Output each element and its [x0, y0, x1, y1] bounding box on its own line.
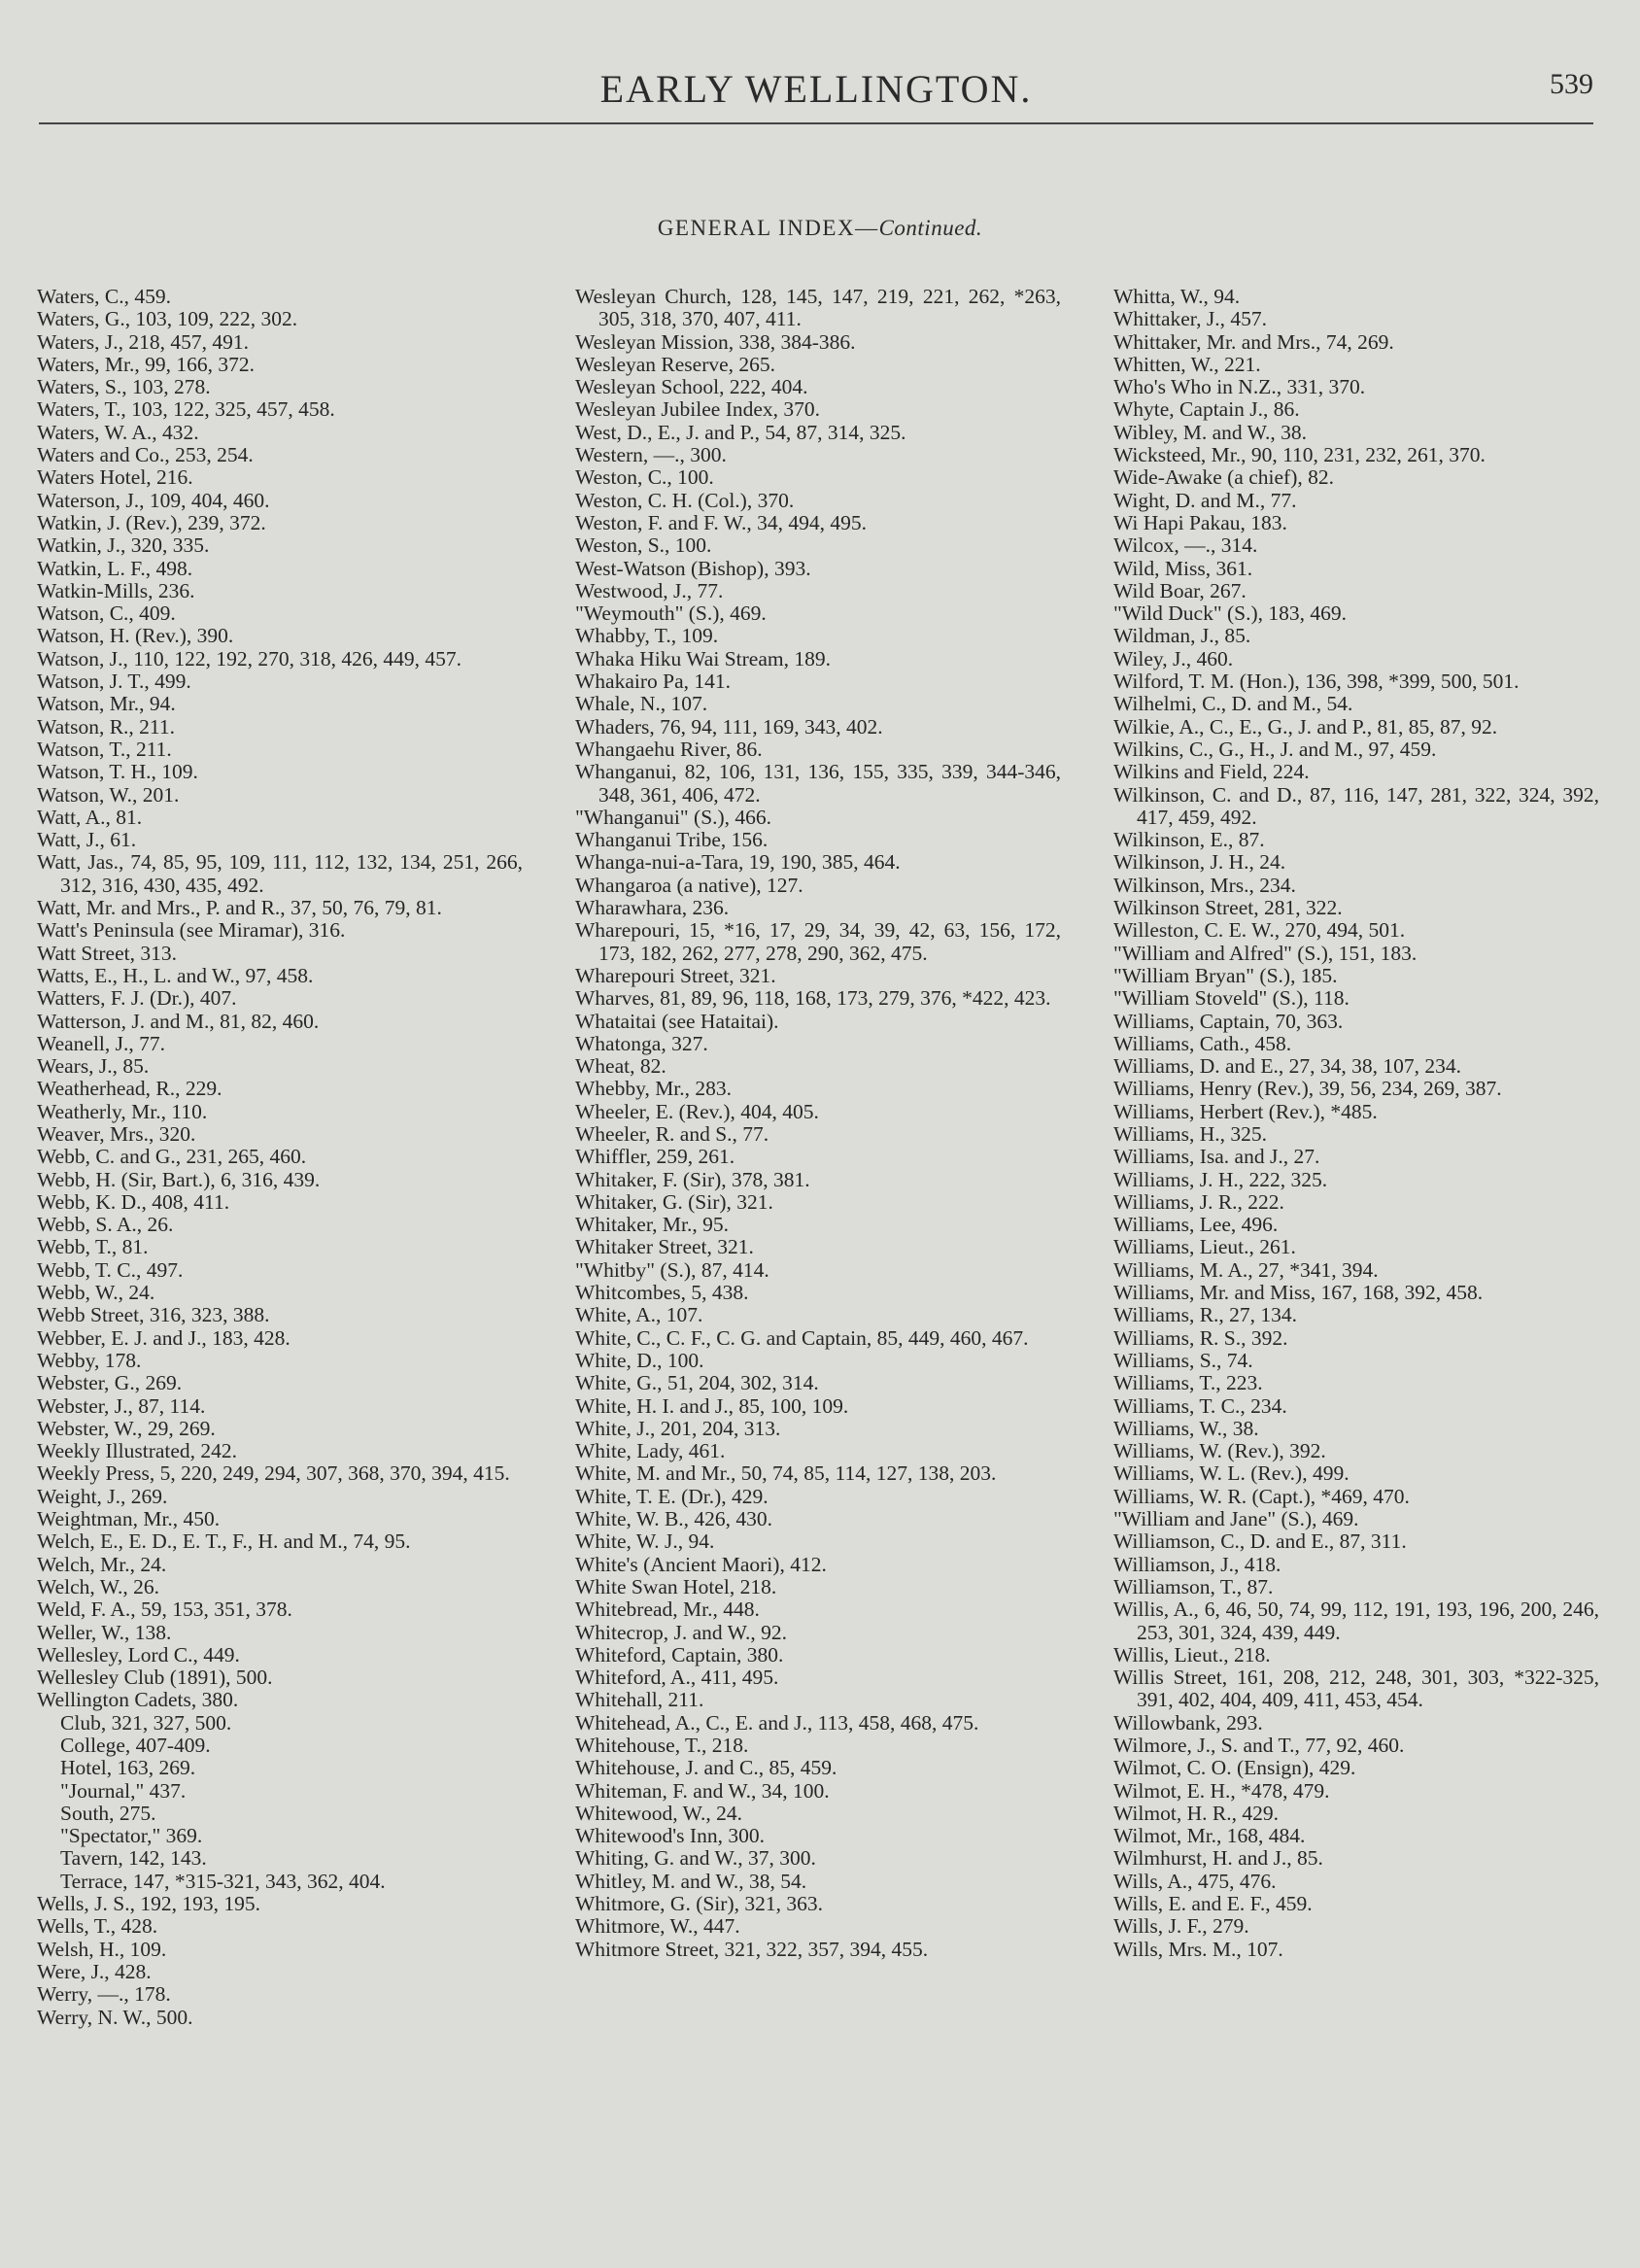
index-entry: Whatonga, 327. — [575, 1031, 708, 1055]
index-entry: Whataitai (see Hataitai). — [575, 1009, 779, 1033]
index-entry: Williams, S., 74. — [1113, 1348, 1253, 1372]
index-entry: Whitley, M. and W., 38, 54. — [575, 1869, 807, 1893]
index-entry: Watters, F. J. (Dr.), 407. — [37, 986, 237, 1011]
index-entry: Webb, C. and G., 231, 265, 460. — [37, 1145, 307, 1169]
index-entry: Whittaker, Mr. and Mrs., 74, 269. — [1113, 329, 1394, 354]
index-entry: Who's Who in N.Z., 331, 370. — [1113, 375, 1366, 399]
index-entry: Waters, S., 103, 278. — [37, 375, 211, 399]
index-entry: Williams, Lieut., 261. — [1113, 1235, 1296, 1259]
index-entry: Whittaker, J., 457. — [1113, 307, 1267, 331]
index-entry: Weightman, Mr., 450. — [37, 1507, 221, 1531]
index-entry: White, W. J., 94. — [575, 1529, 715, 1554]
index-entry: "Weymouth" (S.), 469. — [575, 601, 767, 626]
index-entry: Whiffler, 259, 261. — [575, 1145, 735, 1169]
index-entry: Watkin, L. F., 498. — [37, 556, 193, 580]
index-entry: Weston, C., 100. — [575, 465, 714, 490]
index-entry: "Wild Duck" (S.), 183, 469. — [1113, 601, 1348, 626]
index-subentry: College, 407-409. — [60, 1734, 211, 1757]
index-entry: Whitewood's Inn, 300. — [575, 1824, 765, 1848]
index-entry: Whiting, G. and W., 37, 300. — [575, 1846, 816, 1871]
index-entry: Willis Street, 161, 208, 212, 248, 301, 303, *322-325, 391, 402, 404, 409, 411, 453, 454. — [1113, 1666, 1599, 1712]
index-entry: Webber, E. J. and J., 183, 428. — [37, 1325, 290, 1350]
index-entry: Whitaker Street, 321. — [575, 1235, 754, 1259]
index-entry: "William Stoveld" (S.), 118. — [1113, 986, 1350, 1011]
index-entry: Whitecrop, J. and W., 92. — [575, 1620, 787, 1644]
index-subentry: "Spectator," 369. — [60, 1824, 203, 1848]
index-entry: Williams, R., 27, 134. — [1113, 1303, 1298, 1327]
index-entry: Wilkins, C., G., H., J. and M., 97, 459. — [1113, 737, 1437, 761]
index-entry: White, J., 201, 204, 313. — [575, 1416, 781, 1440]
index-subentry: South, 275. — [60, 1801, 156, 1825]
index-entry: Westwood, J., 77. — [575, 578, 724, 602]
index-entry: Wills, Mrs. M., 107. — [1113, 1937, 1283, 1961]
index-entry: Werry, —., 178. — [37, 1982, 171, 2007]
index-entry: Wellesley Club (1891), 500. — [37, 1666, 273, 1690]
index-entry: Willis, A., 6, 46, 50, 74, 99, 112, 191, 193, 196, 200, 246, 253, 301, 324, 439, 449. — [1113, 1598, 1599, 1644]
index-entry: Wellington Cadets, 380. — [37, 1688, 239, 1712]
page-number: 539 — [1550, 68, 1593, 100]
index-entry: Wilkinson, Mrs., 234. — [1113, 873, 1296, 897]
index-entry: Wills, J. F., 279. — [1113, 1914, 1249, 1939]
index-entry: Watkin, J. (Rev.), 239, 372. — [37, 510, 266, 534]
index-entry: Wilmhurst, H. and J., 85. — [1113, 1846, 1323, 1871]
index-entry: Webb, K. D., 408, 411. — [37, 1189, 230, 1214]
index-entry: Watson, W., 201. — [37, 782, 180, 807]
index-entry: Whitebread, Mr., 448. — [575, 1598, 760, 1622]
index-entry: Webb, W., 24. — [37, 1281, 155, 1305]
index-subentry: "Journal," 437. — [60, 1778, 187, 1803]
index-entry: Willeston, C. E. W., 270, 494, 501. — [1113, 918, 1406, 943]
index-entry: Watterson, J. and M., 81, 82, 460. — [37, 1009, 320, 1033]
index-entry: Waters Hotel, 216. — [37, 465, 193, 490]
index-entry: Wiley, J., 460. — [1113, 646, 1234, 670]
index-entry: White, G., 51, 204, 302, 314. — [575, 1371, 819, 1395]
index-entry: White, W. B., 426, 430. — [575, 1507, 773, 1531]
index-entry: Williams, W. (Rev.), 392. — [1113, 1439, 1326, 1463]
index-entry: Waters, Mr., 99, 166, 372. — [37, 352, 255, 376]
index-entry: West-Watson (Bishop), 393. — [575, 556, 811, 580]
index-entry: White, D., 100. — [575, 1348, 704, 1372]
index-entry: White, C., C. F., C. G. and Captain, 85, 449, 460, 467. — [575, 1325, 1029, 1350]
index-entry: Wilmot, Mr., 168, 484. — [1113, 1824, 1306, 1848]
index-entry: Willis, Lieut., 218. — [1113, 1642, 1271, 1667]
index-entry: Wesleyan Church, 128, 145, 147, 219, 221, 262, *263, 305, 318, 370, 407, 411. — [575, 286, 1061, 331]
index-entry: Wibley, M. and W., 38. — [1113, 420, 1307, 444]
index-entry: Williams, W. L. (Rev.), 499. — [1113, 1461, 1350, 1486]
index-entry: Williams, Captain, 70, 363. — [1113, 1009, 1344, 1033]
index-entry: Williams, J. H., 222, 325. — [1113, 1167, 1328, 1191]
index-column-3 — [1113, 286, 1599, 2190]
index-entry: Williams, Lee, 496. — [1113, 1213, 1279, 1237]
index-entry: "William Bryan" (S.), 185. — [1113, 963, 1338, 987]
index-entry: Webb, T., 81. — [37, 1235, 149, 1259]
index-entry: Whale, N., 107. — [575, 692, 708, 716]
index-entry: Watt's Peninsula (see Miramar), 316. — [37, 918, 346, 943]
index-entry: Watson, C., 409. — [37, 601, 176, 626]
index-entry: White, A., 107. — [575, 1303, 703, 1327]
index-entry: Whitmore Street, 321, 322, 357, 394, 455. — [575, 1937, 929, 1961]
index-entry: Watkin, J., 320, 335. — [37, 533, 210, 558]
section-heading — [0, 216, 1640, 241]
index-entry: Wharepouri, 15, *16, 17, 29, 34, 39, 42, 63, 156, 172, 173, 182, 262, 277, 278, 290, 362, 475. — [575, 918, 1061, 965]
index-entry: Welsh, H., 109. — [37, 1937, 167, 1961]
index-entry: Wharawhara, 236. — [575, 896, 730, 920]
index-entry: Wilkinson, C. and D., 87, 116, 147, 281, 322, 324, 392, 417, 459, 492. — [1113, 782, 1599, 829]
index-entry: Whiteman, F. and W., 34, 100. — [575, 1778, 830, 1803]
index-entry: Wheat, 82. — [575, 1054, 666, 1079]
index-entry: Welch, Mr., 24. — [37, 1552, 167, 1576]
index-entry: "William and Alfred" (S.), 151, 183. — [1113, 941, 1418, 965]
index-entry: Welch, W., 26. — [37, 1574, 160, 1598]
index-entry: Whitaker, Mr., 95. — [575, 1213, 729, 1237]
index-entry: Weanell, J., 77. — [37, 1031, 166, 1055]
index-entry: Whitehouse, T., 218. — [575, 1734, 749, 1757]
index-entry: White, H. I. and J., 85, 100, 109. — [575, 1393, 849, 1418]
page-header — [39, 58, 1593, 126]
index-entry: Whangaroa (a native), 127. — [575, 873, 803, 897]
index-entry: Whitcombes, 5, 438. — [575, 1281, 749, 1305]
index-entry: Wide-Awake (a chief), 82. — [1113, 465, 1334, 490]
index-entry: Webster, J., 87, 114. — [37, 1393, 206, 1418]
index-entry: Weatherhead, R., 229. — [37, 1077, 222, 1101]
index-entry: Williams, Isa. and J., 27. — [1113, 1145, 1320, 1169]
index-entry: Wheeler, R. and S., 77. — [575, 1121, 769, 1146]
index-entry: Wesleyan School, 222, 404. — [575, 375, 808, 399]
index-entry: Whitehead, A., C., E. and J., 113, 458, 468, 475. — [575, 1710, 979, 1735]
index-entry: Williams, J. R., 222. — [1113, 1189, 1284, 1214]
index-entry: Wilkins and Field, 224. — [1113, 760, 1310, 784]
index-entry: Waters, W. A., 432. — [37, 420, 199, 444]
index-entry: White, Lady, 461. — [575, 1439, 726, 1463]
index-entry: Weston, S., 100. — [575, 533, 712, 558]
index-entry: Whakairo Pa, 141. — [575, 670, 732, 694]
index-entry: Werry, N. W., 500. — [37, 2005, 193, 2029]
index-entry: Williams, Cath., 458. — [1113, 1031, 1292, 1055]
index-entry: Whabby, T., 109. — [575, 624, 719, 648]
index-entry: Williams, Henry (Rev.), 39, 56, 234, 269, 387. — [1113, 1077, 1502, 1101]
index-entry: Wild Boar, 267. — [1113, 578, 1247, 602]
index-entry: "Whanganui" (S.), 466. — [575, 805, 772, 829]
index-column-1 — [37, 286, 523, 2190]
index-entry: "William and Jane" (S.), 469. — [1113, 1507, 1359, 1531]
index-entry: Waterson, J., 109, 404, 460. — [37, 488, 270, 512]
index-entry: Wilkinson, E., 87. — [1113, 828, 1265, 852]
index-entry: Whitta, W., 94. — [1113, 286, 1241, 308]
index-entry: Whitmore, G. (Sir), 321, 363. — [575, 1892, 823, 1916]
index-entry: Whanga-nui-a-Tara, 19, 190, 385, 464. — [575, 850, 901, 875]
index-entry: Whitmore, W., 447. — [575, 1914, 740, 1939]
index-entry: Webb, T. C., 497. — [37, 1257, 184, 1282]
index-entry: Williams, T. C., 234. — [1113, 1393, 1287, 1418]
index-entry: Williams, W. R. (Capt.), *469, 470. — [1113, 1484, 1410, 1508]
index-entry: Williams, D. and E., 27, 34, 38, 107, 234. — [1113, 1054, 1462, 1079]
index-entry: Wight, D. and M., 77. — [1113, 488, 1297, 512]
index-subentry: Tavern, 142, 143. — [60, 1846, 207, 1871]
index-entry: Wears, J., 85. — [37, 1054, 150, 1079]
index-entry: Weston, F. and F. W., 34, 494, 495. — [575, 510, 868, 534]
section-heading-text: GENERAL INDEX— — [657, 216, 879, 240]
index-entry: Webby, 178. — [37, 1348, 142, 1372]
index-entry: Were, J., 428. — [37, 1959, 152, 1983]
index-entry: Whebby, Mr., 283. — [575, 1077, 733, 1101]
index-entry: Webster, W., 29, 269. — [37, 1416, 216, 1440]
index-entry: Whitehall, 211. — [575, 1688, 704, 1712]
index-entry: Weston, C. H. (Col.), 370. — [575, 488, 795, 512]
index-entry: Weaver, Mrs., 320. — [37, 1121, 196, 1146]
index-entry: Whanganui Tribe, 156. — [575, 828, 769, 852]
index-entry: Wicksteed, Mr., 90, 110, 231, 232, 261, 370. — [1113, 443, 1486, 467]
index-entry: Wilford, T. M. (Hon.), 136, 398, *399, 500, 501. — [1113, 670, 1520, 694]
index-entry: Wilkinson, J. H., 24. — [1113, 850, 1286, 875]
index-entry: Watt Street, 313. — [37, 941, 177, 965]
index-entry: Western, —., 300. — [575, 443, 727, 467]
index-entry: Wilmore, J., S. and T., 77, 92, 460. — [1113, 1734, 1405, 1757]
index-entry: Whaka Hiku Wai Stream, 189. — [575, 646, 831, 670]
section-heading-continued: Continued. — [878, 216, 983, 240]
index-entry: "Whitby" (S.), 87, 414. — [575, 1257, 769, 1282]
index-entry: Wildman, J., 85. — [1113, 624, 1251, 648]
index-entry: Weller, W., 138. — [37, 1620, 172, 1644]
index-entry: Williams, R. S., 392. — [1113, 1325, 1288, 1350]
index-entry: Watt, Jas., 74, 85, 95, 109, 111, 112, 132, 134, 251, 266, 312, 316, 430, 435, 492. — [37, 850, 523, 897]
index-entry: Waters, J., 218, 457, 491. — [37, 329, 250, 354]
index-entry: Williamson, J., 418. — [1113, 1552, 1281, 1576]
index-entry: Watt, J., 61. — [37, 828, 137, 852]
index-entry: Watt, A., 81. — [37, 805, 143, 829]
index-entry: Waters, G., 103, 109, 222, 302. — [37, 307, 298, 331]
index-entry: Wharves, 81, 89, 96, 118, 168, 173, 279, 376, *422, 423. — [575, 986, 1051, 1011]
index-entry: Wheeler, E. (Rev.), 404, 405. — [575, 1099, 819, 1123]
index-entry: Williams, W., 38. — [1113, 1416, 1259, 1440]
index-entry: Wells, J. S., 192, 193, 195. — [37, 1892, 261, 1916]
index-entry: Waters, T., 103, 122, 325, 457, 458. — [37, 397, 335, 422]
index-entry: Whyte, Captain J., 86. — [1113, 397, 1300, 422]
index-entry: Williamson, C., D. and E., 87, 311. — [1113, 1529, 1407, 1554]
index-entry: Weekly Press, 5, 220, 249, 294, 307, 368, 370, 394, 415. — [37, 1461, 510, 1486]
index-entry: Watson, R., 211. — [37, 714, 175, 739]
index-entry: Waters and Co., 253, 254. — [37, 443, 254, 467]
index-entry: Wilkie, A., C., E., G., J. and P., 81, 85, 87, 92. — [1113, 714, 1498, 739]
page-title: EARLY WELLINGTON. — [599, 67, 1033, 111]
index-entry: Williamson, T., 87. — [1113, 1574, 1274, 1598]
index-entry: Watson, J., 110, 122, 192, 270, 318, 426, 449, 457. — [37, 646, 462, 670]
header-rule — [39, 122, 1593, 124]
index-entry: Wills, A., 475, 476. — [1113, 1869, 1277, 1893]
index-entry: White's (Ancient Maori), 412. — [575, 1552, 827, 1576]
index-entry: White, M. and Mr., 50, 74, 85, 114, 127, 138, 203. — [575, 1461, 997, 1486]
index-entry: West, D., E., J. and P., 54, 87, 314, 325. — [575, 420, 906, 444]
index-entry: Wild, Miss, 361. — [1113, 556, 1253, 580]
index-entry: Weekly Illustrated, 242. — [37, 1439, 238, 1463]
index-entry: Webster, G., 269. — [37, 1371, 183, 1395]
index-entry: Williams, T., 223. — [1113, 1371, 1263, 1395]
index-entry: Wilmot, C. O. (Ensign), 429. — [1113, 1756, 1356, 1780]
index-entry: Watson, J. T., 499. — [37, 670, 191, 694]
index-entry: Whanganui, 82, 106, 131, 136, 155, 335, 339, 344-346, 348, 361, 406, 472. — [575, 760, 1061, 807]
index-entry: Wesleyan Reserve, 265. — [575, 352, 776, 376]
index-entry: Welch, E., E. D., E. T., F., H. and M., 74, 95. — [37, 1529, 411, 1554]
index-entry: Watkin-Mills, 236. — [37, 578, 195, 602]
index-entry: Whiteford, A., 411, 495. — [575, 1666, 779, 1690]
index-entry: Watson, T., 211. — [37, 737, 172, 761]
index-entry: Wilmot, H. R., 429. — [1113, 1801, 1279, 1825]
index-entry: Weld, F. A., 59, 153, 351, 378. — [37, 1598, 292, 1622]
index-entry: Wesleyan Mission, 338, 384-386. — [575, 329, 856, 354]
index-subentry: Terrace, 147, *315-321, 343, 362, 404. — [60, 1869, 386, 1893]
index-subentry: Club, 321, 327, 500. — [60, 1710, 232, 1735]
index-entry: Wilhelmi, C., D. and M., 54. — [1113, 692, 1353, 716]
index-entry: Wilcox, —., 314. — [1113, 533, 1258, 558]
index-entry: White, T. E. (Dr.), 429. — [575, 1484, 769, 1508]
index-entry: Whitehouse, J. and C., 85, 459. — [575, 1756, 837, 1780]
index-entry: Wills, E. and E. F., 459. — [1113, 1892, 1313, 1916]
index-entry: Wi Hapi Pakau, 183. — [1113, 510, 1287, 534]
index-entry: Watson, T. H., 109. — [37, 760, 198, 784]
index-entry: Wharepouri Street, 321. — [575, 963, 776, 987]
index-entry: Whaders, 76, 94, 111, 169, 343, 402. — [575, 714, 883, 739]
index-entry: Willowbank, 293. — [1113, 1710, 1263, 1735]
index-entry: Whiteford, Captain, 380. — [575, 1642, 784, 1667]
index-entry: Williams, Herbert (Rev.), *485. — [1113, 1099, 1378, 1123]
index-entry: Williams, H., 325. — [1113, 1121, 1267, 1146]
index-entry: Weight, J., 269. — [37, 1484, 168, 1508]
index-entry: Whitaker, F. (Sir), 378, 381. — [575, 1167, 810, 1191]
index-entry: Whitten, W., 221. — [1113, 352, 1261, 376]
index-entry: Watts, E., H., L. and W., 97, 458. — [37, 963, 314, 987]
index-entry: Williams, M. A., 27, *341, 394. — [1113, 1257, 1379, 1282]
index-entry: Whitewood, W., 24. — [575, 1801, 742, 1825]
index-entry: Watson, Mr., 94. — [37, 692, 176, 716]
index-entry: White Swan Hotel, 218. — [575, 1574, 777, 1598]
index-entry: Wells, T., 428. — [37, 1914, 158, 1939]
index-entry: Watson, H. (Rev.), 390. — [37, 624, 234, 648]
index-entry: Webb, S. A., 26. — [37, 1213, 174, 1237]
index-entry: Webb, H. (Sir, Bart.), 6, 316, 439. — [37, 1167, 321, 1191]
index-entry: Watt, Mr. and Mrs., P. and R., 37, 50, 76, 79, 81. — [37, 896, 442, 920]
index-entry: Webb Street, 316, 323, 388. — [37, 1303, 270, 1327]
index-entry: Wilmot, E. H., *478, 479. — [1113, 1778, 1330, 1803]
index-entry: Weatherly, Mr., 110. — [37, 1099, 208, 1123]
index-entry: Williams, Mr. and Miss, 167, 168, 392, 458. — [1113, 1281, 1484, 1305]
index-entry: Whangaehu River, 86. — [575, 737, 763, 761]
index-entry: Wilkinson Street, 281, 322. — [1113, 896, 1343, 920]
index-entry: Whitaker, G. (Sir), 321. — [575, 1189, 773, 1214]
index-entry: Wellesley, Lord C., 449. — [37, 1642, 240, 1667]
index-entry: Wesleyan Jubilee Index, 370. — [575, 397, 821, 422]
index-column-2 — [575, 286, 1061, 2190]
index-entry: Waters, C., 459. — [37, 286, 171, 308]
index-subentry: Hotel, 163, 269. — [60, 1756, 196, 1780]
